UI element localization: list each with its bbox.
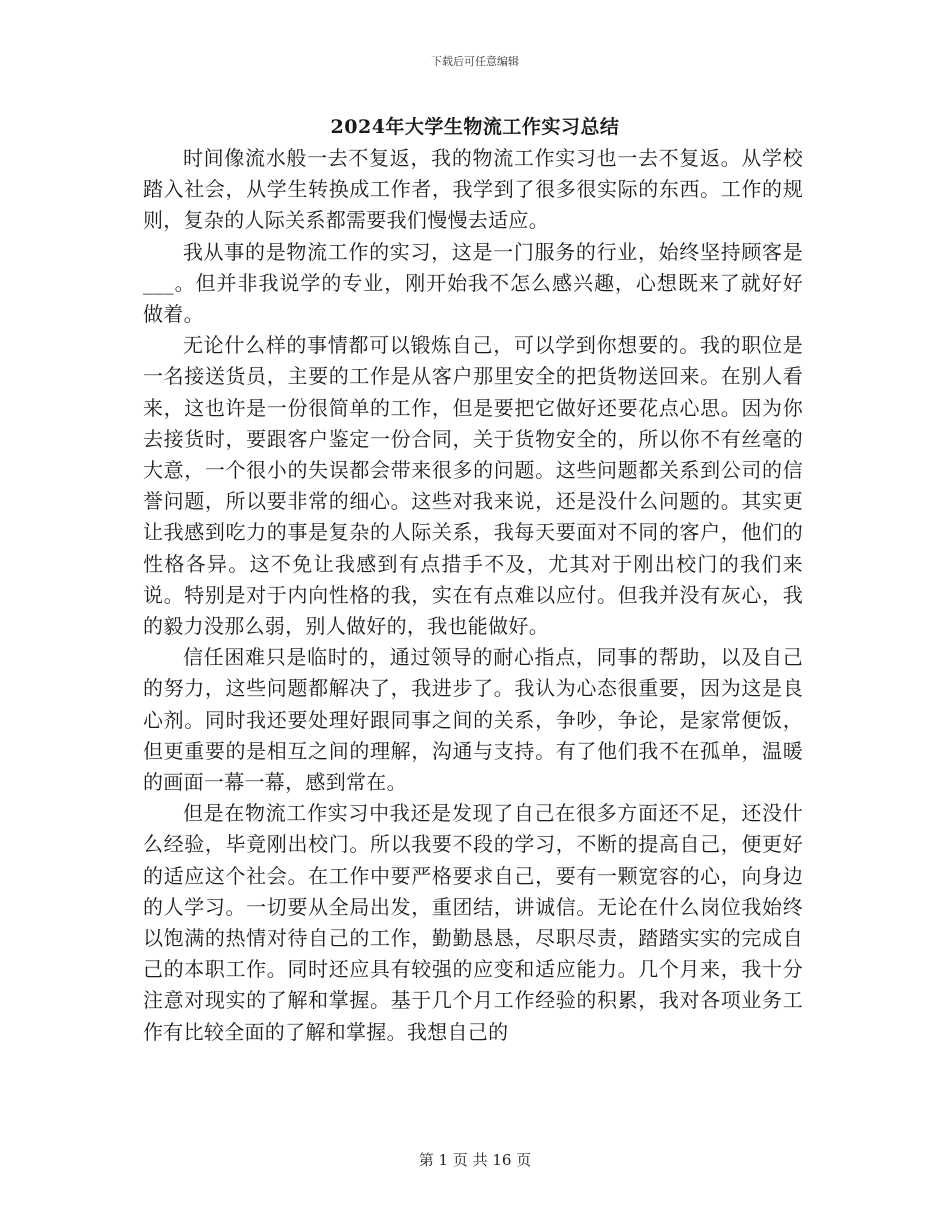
- paragraph: 无论什么样的事情都可以锻炼自己，可以学到你想要的。我的职位是一名接送货员，主要的工作是从客户那里安全的把货物送回来。在别人看来，这也许是一份很简单的工作，但是要把它做好还要花点心思。因为你去接货时，要跟客户鉴定一份合同，关于货物安全的，所以你不有丝毫的大意，一个很小的失误都会带来很多的问题。这些问题都关系到公司的信誉问题，所以要非常的细心。这些对我来说，还是没什么问题的。其实更让我感到吃力的事是复杂的人际关系，我每天要面对不同的客户，他们的性格各异。这不免让我感到有点措手不及，尤其对于刚出校门的我们来说。特别是对于内向性格的我，实在有点难以应付。但我并没有灰心，我的毅力没那么弱，别人做好的，我也能做好。: [143, 333, 803, 639]
- header-note: 下载后可任意编辑: [431, 55, 519, 68]
- document-body: [143, 143, 803, 1048]
- paragraph: 时间像流水般一去不复返，我的物流工作实习也一去不复返。从学校踏入社会，从学生转换成工作者，我学到了很多很实际的东西。工作的规则，复杂的人际关系都需要我们慢慢去适应。: [143, 146, 803, 233]
- page-indicator: 第 1 页 共 16 页: [418, 1151, 532, 1169]
- document-title: 2024年大学生物流工作实习总结: [330, 116, 620, 138]
- paragraph: 信任困难只是临时的，通过领导的耐心指点，同事的帮助，以及自己的努力，这些问题都解决了，我进步了。我认为心态很重要，因为这是良心剂。同时我还要处理好跟同事之间的关系，争吵，争论，是家常便饭，但更重要的是相互之间的理解，沟通与支持。有了他们我不在孤单，温暖的画面一幕一幕，感到常在。: [143, 645, 803, 795]
- paragraph: 但是在物流工作实习中我还是发现了自己在很多方面还不足，还没什么经验，毕竟刚出校门。所以我要不段的学习，不断的提高自己，便更好的适应这个社会。在工作中要严格要求自己，要有一颗宽容的心，向身边的人学习。一切要从全局出发，重团结，讲诚信。无论在什么岗位我始终以饱满的热情对待自己的工作，勤勤恳恳，尽职尽责，踏踏实实的完成自己的本职工作。同时还应具有较强的应变和适应能力。几个月来，我十分注意对现实的了解和掌握。基于几个月工作经验的积累，我对各项业务工作有比较全面的了解和掌握。我想自己的: [143, 801, 803, 1044]
- paragraph: 我从事的是物流工作的实习，这是一门服务的行业，始终坚持顾客是___。但并非我说学的专业，刚开始我不怎么感兴趣，心想既来了就好好做着。: [143, 239, 803, 327]
